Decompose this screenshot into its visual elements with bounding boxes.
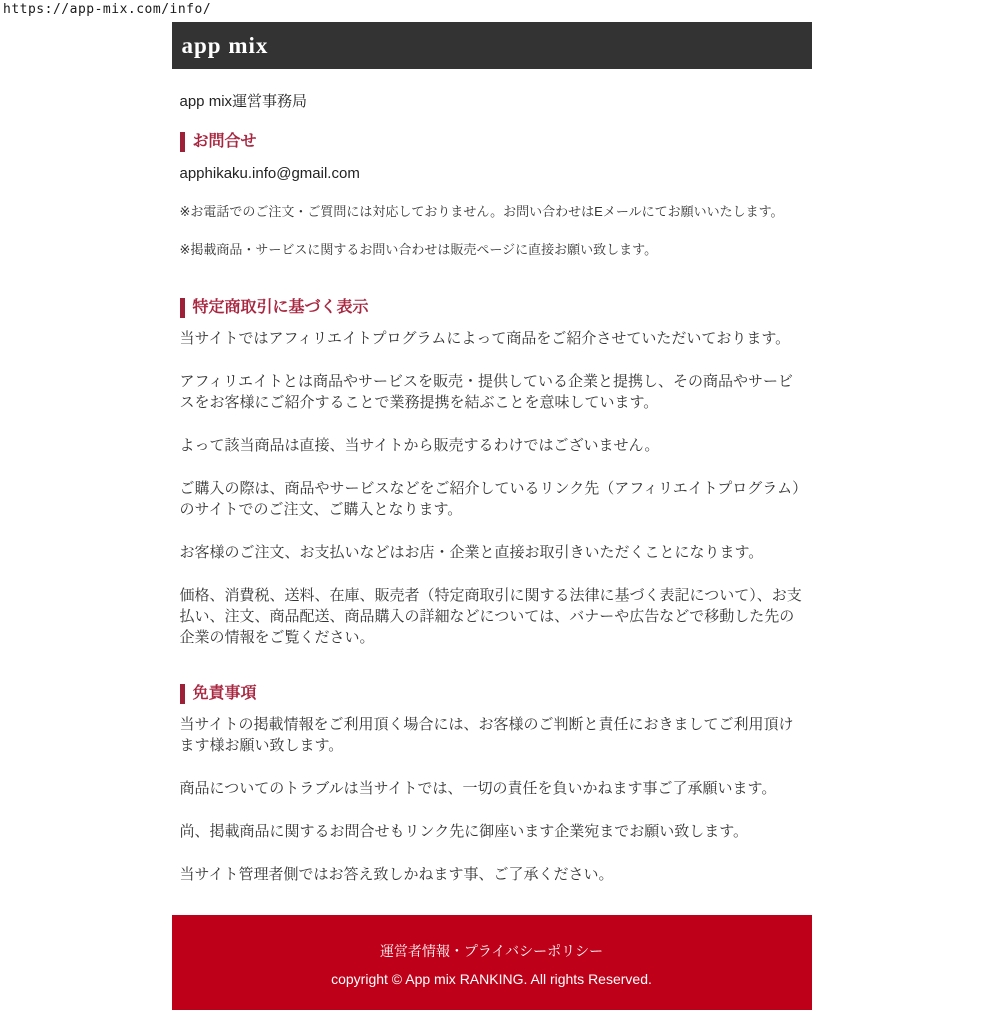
copyright-text: copyright © App mix RANKING. All rights Reserved. — [331, 971, 652, 987]
footer — [172, 915, 812, 1010]
section-title-disclaimer: 免責事項 — [180, 684, 804, 704]
site-header — [172, 22, 812, 69]
contact-note: ※掲載商品・サービスに関するお問い合わせは販売ページに直接お願い致します。 — [179, 242, 658, 257]
contact-email: apphikaku.info@gmail.com — [179, 165, 360, 182]
operator-text: app mix運営事務局 — [179, 93, 308, 110]
paragraph: お客様のご注文、お支払いなどはお店・企業と直接お取引きいただくことになります。 — [179, 544, 764, 561]
paragraph: 価格、消費税、送料、在庫、販売者（特定商取引に関する法律に基づく表記について）、お支払い、注文、商品配送、商品購入の詳細などについては、バナーや広告などで移動した先の企業の情報をご覧ください。 — [179, 587, 802, 646]
contact-note: ※お電話でのご注文・ご質問には対応しておりません。お問い合わせはEメールにてお願いいたします。 — [179, 204, 784, 219]
privacy-policy-link[interactable]: 運営者情報・プライバシーポリシー — [379, 943, 604, 959]
page-content — [172, 92, 812, 885]
paragraph: 当サイトの掲載情報をご利用頂く場合には、お客様のご判断と責任におきましてご利用頂けます様お願い致します。 — [179, 716, 794, 754]
page-container — [172, 0, 812, 1010]
paragraph: ご購入の際は、商品やサービスなどをご紹介しているリンク先（アフィリエイトプログラム）のサイトでのご注文、ご購入となります。 — [179, 480, 800, 518]
section-title-commerce: 特定商取引に基づく表示 — [180, 298, 804, 318]
paragraph: よって該当商品は直接、当サイトから販売するわけではございません。 — [179, 437, 660, 454]
paragraph: 当サイト管理者側ではお答え致しかねます事、ご了承ください。 — [179, 866, 614, 883]
paragraph: 商品についてのトラブルは当サイトでは、一切の責任を負いかねます事ご了承願います。 — [179, 780, 777, 797]
paragraph: 尚、掲載商品に関するお問合せもリンク先に御座います企業宛までお願い致します。 — [179, 823, 749, 840]
browser-url: https://app-mix.com/info/ — [3, 2, 212, 17]
site-logo[interactable]: app mix — [181, 32, 269, 58]
section-title-contact: お問合せ — [180, 132, 804, 152]
paragraph: 当サイトではアフィリエイトプログラムによって商品をご紹介させていただいております。 — [179, 330, 791, 347]
paragraph: アフィリエイトとは商品やサービスを販売・提供している企業と提携し、その商品やサービスをお客様にご紹介することで業務提携を結ぶことを意味しています。 — [179, 373, 794, 411]
